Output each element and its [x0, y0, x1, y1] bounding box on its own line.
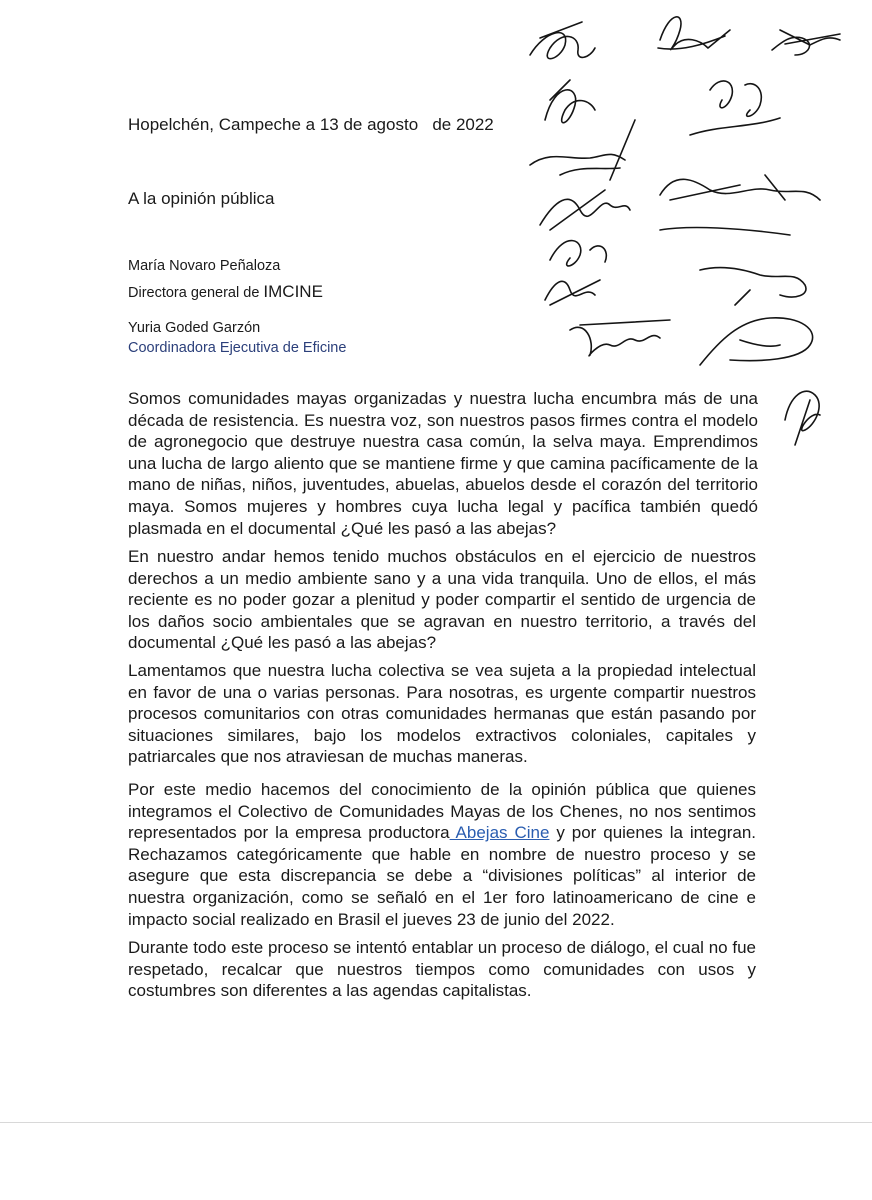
signature-1	[530, 22, 595, 59]
signature-14	[785, 391, 820, 445]
signature-12	[570, 320, 670, 356]
recipient-1-role	[128, 282, 323, 302]
signature-7	[540, 190, 630, 230]
signature-9	[550, 228, 790, 266]
page-bottom-rule	[0, 1122, 872, 1123]
paragraph-3: Lamentamos que nuestra lucha colectiva se vea sujeta a la propiedad intelectual en favor de una o varias personas. Para nosotras, es urgente compartir nuestros procesos comunitarios con otras comunidades hermanas que están pasando por situaciones similares, bajo los modelos extractivos coloniales, capitales y patriarcales que nos atraviesan de muchas maneras.	[128, 661, 756, 767]
recipient-1-name: María Novaro Peñaloza	[128, 258, 281, 274]
recipient-2-role: Coordinadora Ejecutiva de Eficine	[128, 340, 347, 356]
signature-3	[772, 30, 840, 55]
signature-10	[545, 280, 600, 305]
signature-13	[700, 318, 813, 365]
paragraph-1: Somos comunidades mayas organizadas y nuestra lucha encumbra más de una década de resistencia. Es nuestra voz, son nuestros pasos firmes contra el modelo de agronegocio que destruye nuestra casa común, la selva maya. Emprendimos una lucha de largo aliento que se mantiene firme y que camina pacíficamente de la mano de niñas, niños, juventudes, abuelas, abuelos desde el corazón del territorio maya. Somos mujeres y hombres cuya lucha legal y pacífica también quedó plasmada en el documental ¿Qué les pasó a las abejas?	[128, 389, 758, 538]
salutation: A la opinión pública	[128, 189, 275, 208]
paragraph-5: Durante todo este proceso se intentó entablar un proceso de diálogo, el cual no fue respetado, recalcar que nuestros tiempos como comunidades con usos y costumbres son diferentes a las agendas capitalistas.	[128, 938, 756, 1001]
recipient-1-organization: IMCINE	[263, 282, 323, 301]
paragraph-4-start: Por este medio hacemos del conocimiento de la opinión pública que quienes integramos el Colectivo de Comunidades Mayas de los Chenes, no nos sentimos representados por la empresa productora	[128, 780, 756, 843]
paragraph-2: En nuestro andar hemos tenido muchos obstáculos en el ejercicio de nuestros derechos a un medio ambiente sano y a una vida tranquila. Uno de ellos, el más reciente es no poder gozar a plenitud y poder compartir el sentido de urgencia de los daños socio ambientales que se agravan en nuestro territorio, a través del documental ¿Qué les pasó a las abejas?	[128, 547, 756, 653]
recipient-1-role-prefix: Directora general de	[128, 285, 264, 301]
signature-5	[690, 81, 780, 135]
paragraph-4	[128, 779, 756, 930]
abejas-cine-link[interactable]: Abejas Cine	[449, 823, 550, 843]
signature-6	[530, 120, 635, 180]
paragraph-4-end: y por quienes la integran. Rechazamos categóricamente que hable en nombre de nuestro proceso y se asegure que esta discrepancia se debe a “divisiones políticas” al interior de nuestra organización, como se señaló en el 1er foro latinoamericano de cine e impacto social realizado en Brasil el jueves 23 de junio del 2022.	[128, 823, 757, 929]
handwritten-signatures	[510, 0, 872, 470]
signature-8	[660, 175, 820, 200]
recipient-2-name: Yuria Goded Garzón	[128, 320, 261, 336]
signature-11	[700, 268, 806, 305]
signature-2	[658, 17, 730, 50]
signature-4	[545, 80, 595, 123]
place-date: Hopelchén, Campeche a 13 de agosto de 2022	[128, 115, 494, 134]
